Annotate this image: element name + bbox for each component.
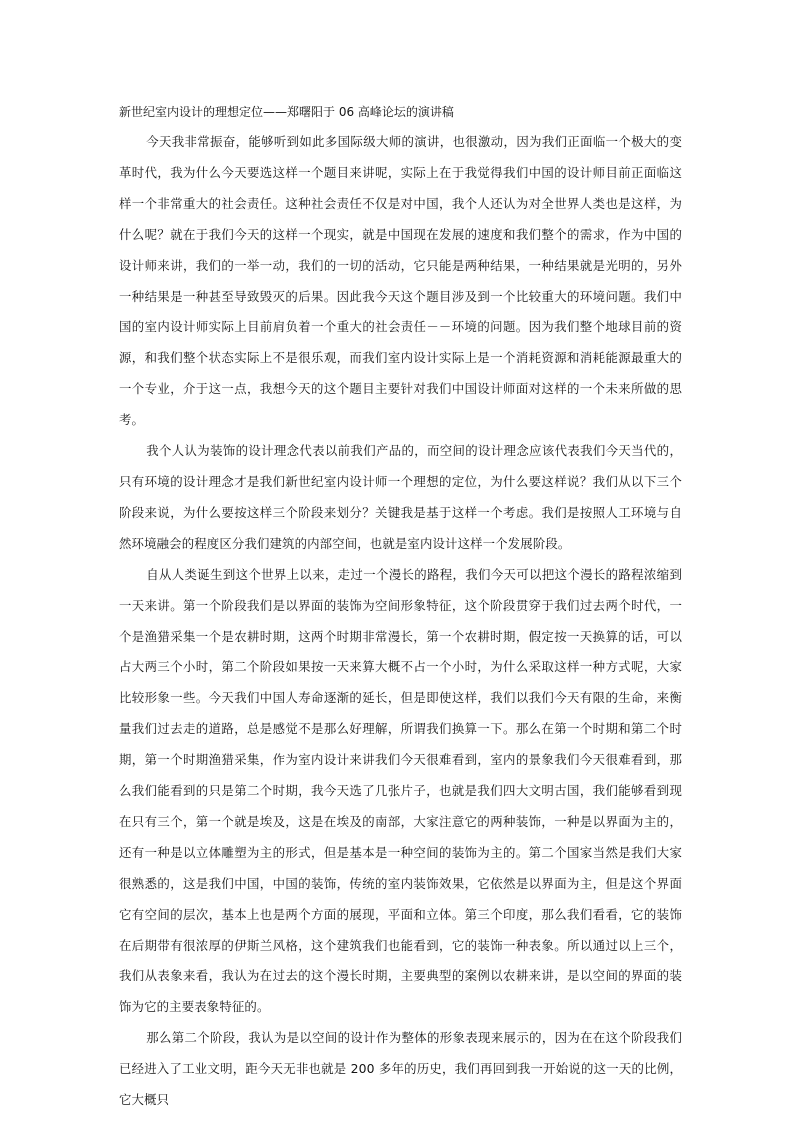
paragraph-4: 那么第二个阶段，我认为是以空间的设计作为整体的形象表现来展示的，因为在在这个阶段我们已经进入了工业文明，距今天无非也就是 200 多年的历史，我们再回到我一开始说的这一天的比例，它大概只 — [119, 1030, 682, 1108]
document-title: 新世纪室内设计的理想定位——郑曙阳于 06 高峰论坛的演讲稿 — [119, 105, 454, 119]
paragraph-3: 自从人类诞生到这个世界上以来，走过一个漫长的路程，我们今天可以把这个漫长的路程浓缩到一天来讲。第一个阶段我们是以界面的装饰为空间形象特征，这个阶段贯穿于我们过去两个时代，一个是渔猎采集一个是农耕时期，这两个时期非常漫长，第一个农耕时期，假定按一天换算的话，可以占大两三个小时，第二个阶段如果按一天来算大概不占一个小时，为什么采取这样一种方式呢，大家比较形象一些。今天我们中国人寿命逐渐的延长，但是即使这样，我们以我们今天有限的生命，来衡量我们过去走的道路，总是感觉不是那么好理解，所谓我们换算一下。那么在第一个时期和第二个时期，第一个时期渔猎采集，作为室内设计来讲我们今天很难看到，室内的景象我们今天很难看到，那么我们能看到的只是第二个时期，我今天选了几张片子，也就是我们四大文明古国，我们能够看到现在只有三个，第一个就是埃及，这是在埃及的南部，大家注意它的两种装饰，一种是以界面为主的，还有一种是以立体雕塑为主的形式，但是基本是一种空间的装饰为主的。第二个国家当然是我们大家很熟悉的，这是我们中国，中国的装饰，传统的室内装饰效果，它依然是以界面为主，但是这个界面它有空间的层次，基本上也是两个方面的展现，平面和立体。第三个印度，那么我们看看，它的装饰在后期带有很浓厚的伊斯兰风格，这个建筑我们也能看到，它的装饰一种表象。所以通过以上三个，我们从表象来看，我认为在过去的这个漫长时期，主要典型的案例以农耕来讲，是以空间的界面的装饰为它的主要表象特征的。 — [119, 566, 682, 1015]
document-body — [119, 101, 682, 1116]
paragraph-2: 我个人认为装饰的设计理念代表以前我们产品的，而空间的设计理念应该代表我们今天当代的，只有环境的设计理念才是我们新世纪室内设计师一个理想的定位，为什么要这样说？我们从以下三个阶段来说，为什么要按这样三个阶段来划分？关键我是基于这样一个考虑。我们是按照人工环境与自然环境融会的程度区分我们建筑的内部空间，也就是室内设计这样一个发展阶段。 — [119, 443, 682, 551]
paragraph-1: 今天我非常振奋，能够听到如此多国际级大师的演讲，也很激动，因为我们正面临一个极大的变革时代，我为什么今天要选这样一个题目来讲呢，实际上在于我觉得我们中国的设计师目前正面临这样一个非常重大的社会责任。这种社会责任不仅是对中国，我个人还认为对全世界人类也是这样，为什么呢？就在于我们今天的这样一个现实，就是中国现在发展的速度和我们整个的需求，作为中国的设计师来讲，我们的一举一动，我们的一切的活动，它只能是两种结果，一种结果就是光明的，另外一种结果是一种甚至导致毁灭的后果。因此我今天这个题目涉及到一个比较重大的环境问题。我们中国的室内设计师实际上目前肩负着一个重大的社会责任－－环境的问题。因为我们整个地球目前的资源，和我们整个状态实际上不是很乐观，而我们室内设计实际上是一个消耗资源和消耗能源最重大的一个专业，介于这一点，我想今天的这个题目主要针对我们中国设计师面对这样的一个未来所做的思考。 — [119, 134, 682, 428]
